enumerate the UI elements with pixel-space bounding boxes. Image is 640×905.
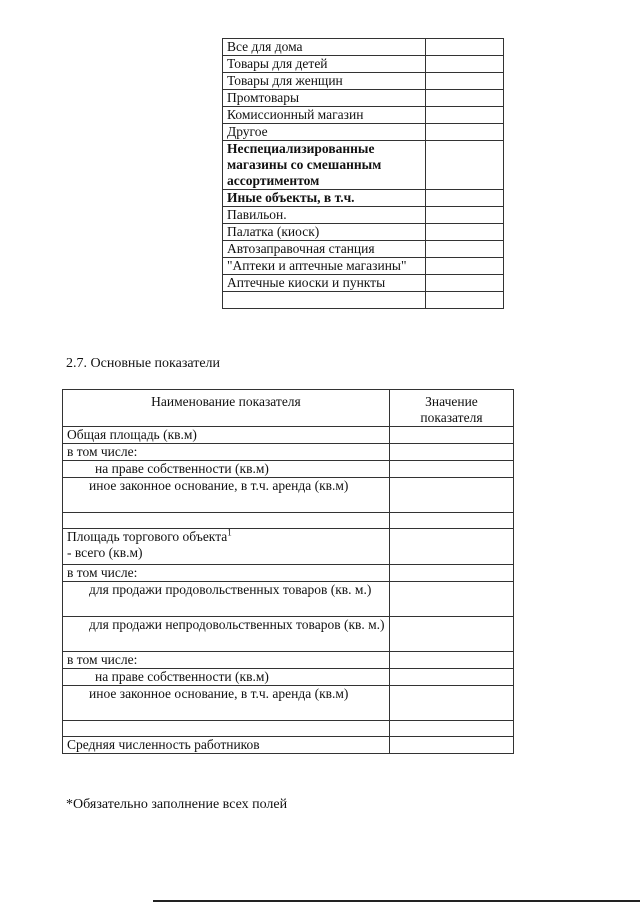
row-other-basis: иное законное основание, в т.ч. аренда (кв.м) bbox=[63, 478, 390, 513]
value-cell[interactable] bbox=[426, 56, 504, 73]
value-cell[interactable] bbox=[389, 565, 513, 582]
trade-area-total-label: - всего (кв.м) bbox=[67, 545, 143, 560]
object-type-cell: Иные объекты, в т.ч. bbox=[223, 190, 426, 207]
table-row bbox=[63, 582, 514, 617]
value-cell[interactable] bbox=[426, 141, 504, 190]
value-cell[interactable] bbox=[426, 107, 504, 124]
object-type-cell: "Аптеки и аптечные магазины" bbox=[223, 258, 426, 275]
value-cell[interactable] bbox=[426, 241, 504, 258]
indicators-table bbox=[62, 389, 514, 754]
value-cell[interactable] bbox=[426, 73, 504, 90]
object-type-cell: Павильон. bbox=[223, 207, 426, 224]
object-type-cell: Аптечные киоски и пункты bbox=[223, 275, 426, 292]
bottom-rule bbox=[153, 900, 640, 902]
value-cell[interactable] bbox=[426, 258, 504, 275]
table-row bbox=[63, 617, 514, 652]
value-cell[interactable] bbox=[426, 292, 504, 309]
empty-cell bbox=[63, 721, 390, 737]
row-ownership: на праве собственности (кв.м) bbox=[63, 669, 390, 686]
object-type-cell bbox=[223, 292, 426, 309]
row-total-area: Общая площадь (кв.м) bbox=[63, 427, 390, 444]
table-row bbox=[63, 478, 514, 513]
table-row bbox=[63, 737, 514, 754]
empty-cell bbox=[63, 513, 390, 529]
value-cell[interactable] bbox=[426, 90, 504, 107]
table-row bbox=[63, 444, 514, 461]
table-row bbox=[223, 73, 504, 90]
table-row bbox=[223, 207, 504, 224]
table-row bbox=[223, 241, 504, 258]
table-row bbox=[223, 124, 504, 141]
trade-area-label: Площадь торгового объекта bbox=[67, 529, 228, 544]
header-value-cell: Значение показателя bbox=[389, 390, 513, 427]
value-cell[interactable] bbox=[426, 275, 504, 292]
value-cell[interactable] bbox=[389, 617, 513, 652]
value-cell[interactable] bbox=[389, 478, 513, 513]
object-type-cell: Промтовары bbox=[223, 90, 426, 107]
table-row bbox=[223, 39, 504, 56]
row-including: в том числе: bbox=[63, 444, 390, 461]
header-name-cell: Наименование показателя bbox=[63, 390, 390, 427]
value-cell[interactable] bbox=[389, 669, 513, 686]
row-trade-area bbox=[63, 529, 390, 565]
table-header-row bbox=[63, 390, 514, 427]
row-food-goods bbox=[63, 582, 390, 617]
value-cell[interactable] bbox=[389, 737, 513, 754]
value-cell[interactable] bbox=[426, 124, 504, 141]
table-row bbox=[63, 427, 514, 444]
table-row bbox=[223, 107, 504, 124]
table-row bbox=[63, 513, 514, 529]
row-nonfood-goods bbox=[63, 617, 390, 652]
row-including: в том числе: bbox=[63, 652, 390, 669]
table-row bbox=[223, 275, 504, 292]
table-row bbox=[223, 56, 504, 73]
table-row bbox=[63, 669, 514, 686]
value-cell[interactable] bbox=[389, 582, 513, 617]
table-row bbox=[223, 258, 504, 275]
table-row bbox=[223, 190, 504, 207]
value-cell[interactable] bbox=[426, 190, 504, 207]
value-cell[interactable] bbox=[426, 39, 504, 56]
value-cell[interactable] bbox=[426, 224, 504, 241]
value-cell[interactable] bbox=[389, 513, 513, 529]
row-ownership: на праве собственности (кв.м) bbox=[63, 461, 390, 478]
food-goods-label: для продажи продовольственных товаров (кв. м.) bbox=[89, 582, 372, 597]
value-cell[interactable] bbox=[389, 652, 513, 669]
value-cell[interactable] bbox=[389, 721, 513, 737]
table-row bbox=[63, 686, 514, 721]
table-row bbox=[63, 565, 514, 582]
value-cell[interactable] bbox=[389, 461, 513, 478]
table-row bbox=[63, 529, 514, 565]
object-type-cell: Товары для женщин bbox=[223, 73, 426, 90]
table-row bbox=[223, 292, 504, 309]
footnote-marker: 1 bbox=[227, 527, 232, 538]
objects-table-body bbox=[223, 39, 504, 309]
object-type-cell: Неспециализированные магазины со смешанным ассортиментом bbox=[223, 141, 426, 190]
table-row bbox=[63, 721, 514, 737]
value-cell[interactable] bbox=[389, 686, 513, 721]
value-cell[interactable] bbox=[426, 207, 504, 224]
table-row bbox=[63, 461, 514, 478]
section-heading: 2.7. Основные показатели bbox=[66, 356, 221, 371]
object-type-cell: Другое bbox=[223, 124, 426, 141]
nonfood-goods-label: для продажи непродовольственных товаров (кв. м.) bbox=[89, 617, 385, 632]
table-row bbox=[223, 90, 504, 107]
required-fields-note: *Обязательно заполнение всех полей bbox=[66, 797, 288, 812]
table-row bbox=[223, 224, 504, 241]
table-row bbox=[63, 652, 514, 669]
table-row bbox=[223, 141, 504, 190]
objects-table bbox=[222, 38, 504, 309]
object-type-cell: Комиссионный магазин bbox=[223, 107, 426, 124]
row-avg-employees: Средняя численность работников bbox=[63, 737, 390, 754]
object-type-cell: Палатка (киоск) bbox=[223, 224, 426, 241]
value-cell[interactable] bbox=[389, 427, 513, 444]
value-cell[interactable] bbox=[389, 529, 513, 565]
object-type-cell: Все для дома bbox=[223, 39, 426, 56]
object-type-cell: Товары для детей bbox=[223, 56, 426, 73]
row-other-basis: иное законное основание, в т.ч. аренда (кв.м) bbox=[63, 686, 390, 721]
object-type-cell: Автозаправочная станция bbox=[223, 241, 426, 258]
value-cell[interactable] bbox=[389, 444, 513, 461]
row-including: в том числе: bbox=[63, 565, 390, 582]
